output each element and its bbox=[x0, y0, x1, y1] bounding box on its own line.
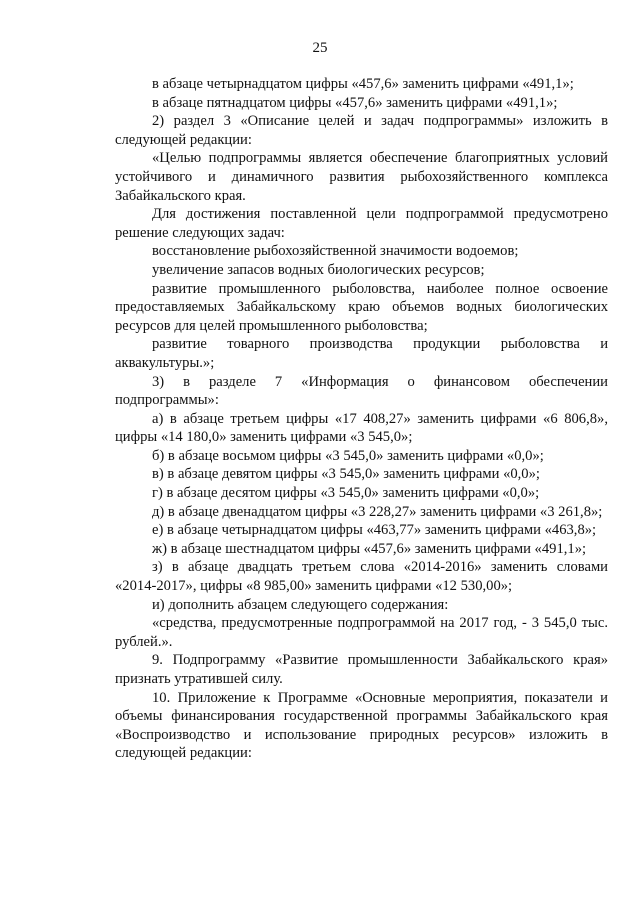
paragraph-1: в абзаце четырнадцатом цифры «457,6» заменить цифрами «491,1»; bbox=[152, 76, 574, 92]
paragraph-16: е) в абзаце четырнадцатом цифры «463,77» заменить цифрами «463,8»; bbox=[152, 522, 597, 539]
paragraph-17: ж) в абзаце шестнадцатом цифры «457,6» заменить цифрами «491,1»; bbox=[152, 540, 587, 557]
paragraph-9: развитие товарного производства продукции рыболовства и аквакультуры.»; bbox=[115, 336, 608, 371]
paragraph-8: развитие промышленного рыболовства, наиболее полное освоение предоставляемых Забайкальскому краю объемов водных биологических ресурсов для целей промышленного рыболовства; bbox=[115, 280, 608, 334]
paragraph-7: увеличение запасов водных биологических ресурсов; bbox=[152, 261, 485, 278]
paragraph-22: 10. Приложение к Программе «Основные мероприятия, показатели и объемы финансирования государственной программы Забайкальского края «Воспроизводство и использование природных ресурсов» изложить в следующей редакции: bbox=[115, 689, 608, 762]
paragraph-2: в абзаце пятнадцатом цифры «457,6» заменить цифрами «491,1»; bbox=[152, 94, 558, 111]
paragraph-21: 9. Подпрограмму «Развитие промышленности Забайкальского края» признать утратившей силу. bbox=[115, 652, 608, 687]
paragraph-10: 3) в разделе 7 «Информация о финансовом обеспечении подпрограммы»: bbox=[115, 373, 608, 409]
paragraph-11: а) в абзаце третьем цифры «17 408,27» заменить цифрами «6 806,8», цифры «14 180,0» заменить цифрами «3 545,0»; bbox=[115, 410, 608, 446]
paragraph-6: восстановление рыбохозяйственной значимости водоемов; bbox=[152, 243, 519, 260]
paragraph-14: г) в абзаце десятом цифры «3 545,0» заменить цифрами «0,0»; bbox=[152, 485, 540, 502]
paragraph-3: 2) раздел 3 «Описание целей и задач подпрограммы» изложить в следующей редакции: bbox=[115, 113, 608, 148]
paragraph-15: д) в абзаце двенадцатом цифры «3 228,27» заменить цифрами «3 261,8»; bbox=[152, 503, 603, 520]
page-number: 25 bbox=[312, 40, 328, 56]
paragraph-12: б) в абзаце восьмом цифры «3 545,0» заменить цифрами «0,0»; bbox=[152, 447, 544, 464]
paragraph-13: в) в абзаце девятом цифры «3 545,0» заменить цифрами «0,0»; bbox=[152, 466, 540, 483]
paragraph-19: и) дополнить абзацем следующего содержания: bbox=[152, 596, 449, 613]
paragraph-5: Для достижения поставленной цели подпрограммой предусмотрено решение следующих задач: bbox=[115, 206, 608, 241]
paragraph-20: «средства, предусмотренные подпрограммой на 2017 год, - 3 545,0 тыс. рублей.». bbox=[115, 615, 608, 650]
paragraph-4: «Целью подпрограммы является обеспечение благоприятных условий устойчивого и динамичного развития рыбохозяйственного комплекса Забайкальского края. bbox=[115, 150, 608, 204]
document-body bbox=[115, 75, 608, 763]
paragraph-18: з) в абзаце двадцать третьем слова «2014-2016» заменить словами «2014-2017», цифры «8 985,00» заменить цифрами «12 530,00»; bbox=[115, 559, 608, 595]
